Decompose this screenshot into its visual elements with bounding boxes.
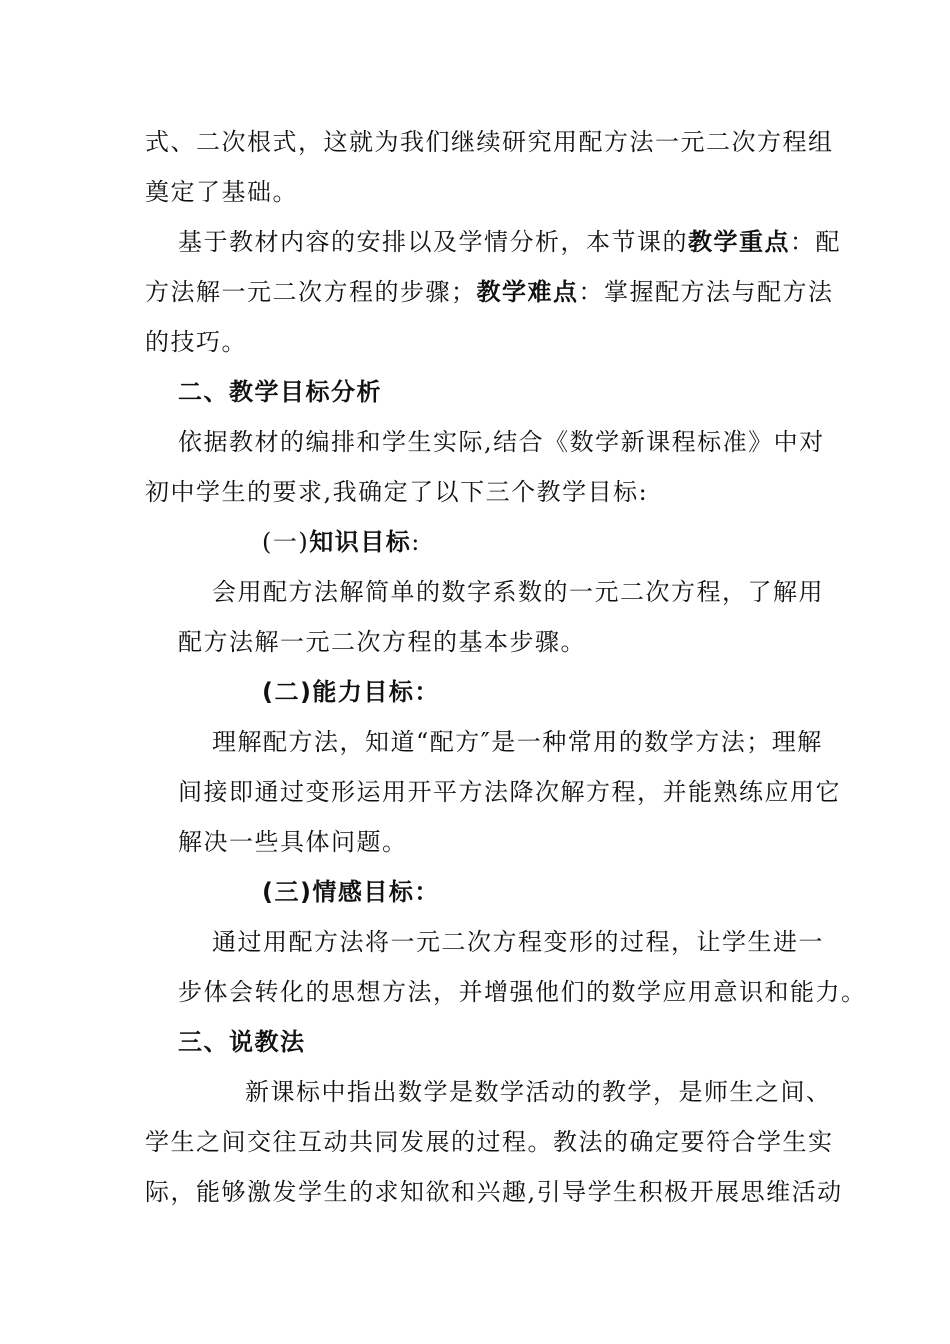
teaching-key-point-label: 教学重点 <box>688 228 790 256</box>
intro-line-1: 式、二次根式，这就为我们继续研究用配方法一元二次方程组 <box>145 128 834 156</box>
knowledge-goal-line-1: 会用配方法解简单的数字系数的一元二次方程，了解用 <box>212 578 824 606</box>
section-3-line-3: 际，能够激发学生的求知欲和兴趣,引导学生积极开展思维活动 <box>145 1178 843 1206</box>
focus-paragraph-line-1 <box>178 226 841 258</box>
section-3-line-2: 学生之间交往互动共同发展的过程。教法的确定要符合学生实 <box>145 1128 834 1156</box>
emotion-goal-heading: (三)情感目标： <box>262 878 440 906</box>
emotion-goal-line-1: 通过用配方法将一元二次方程变形的过程，让学生进一 <box>212 928 824 956</box>
focus-line-2-suffix: ：掌握配方法与配方法 <box>578 278 834 306</box>
ability-goal-line-3: 解决一些具体问题。 <box>178 828 408 856</box>
focus-line-1-prefix: 基于教材内容的安排以及学情分析，本节课的 <box>178 228 688 256</box>
knowledge-goal-colon: : <box>411 528 421 556</box>
section-2-para-line-2: 初中学生的要求,我确定了以下三个教学目标: <box>145 478 649 506</box>
section-3-heading: 三、说教法 <box>178 1028 306 1056</box>
focus-line-2-prefix: 方法解一元二次方程的步骤； <box>145 278 477 306</box>
ability-goal-line-1: 理解配方法，知道“配方″是一种常用的数学方法；理解 <box>212 728 823 756</box>
emotion-goal-line-2: 步体会转化的思想方法，并增强他们的数学应用意识和能力。 <box>178 978 867 1006</box>
ability-goal-line-2: 间接即通过变形运用开平方法降次解方程，并能熟练应用它 <box>178 778 841 806</box>
focus-paragraph-line-3: 的技巧。 <box>145 328 247 356</box>
focus-line-1-suffix: ：配 <box>790 228 841 256</box>
knowledge-goal-prefix: (一) <box>262 528 310 556</box>
knowledge-goal-heading <box>262 526 421 558</box>
knowledge-goal-line-2: 配方法解一元二次方程的基本步骤。 <box>178 628 586 656</box>
section-2-para-line-1: 依据教材的编排和学生实际,结合《数学新课程标准》中对 <box>178 428 825 456</box>
section-2-heading: 二、教学目标分析 <box>178 378 382 406</box>
knowledge-goal-title: 知识目标 <box>309 528 412 556</box>
ability-goal-heading: (二)能力目标： <box>262 678 440 706</box>
focus-paragraph-line-2 <box>145 276 834 308</box>
teaching-difficulty-label: 教学难点 <box>476 278 579 306</box>
intro-line-2: 奠定了基础。 <box>145 178 298 206</box>
section-3-line-1: 新课标中指出数学是数学活动的教学，是师生之间、 <box>245 1078 832 1106</box>
